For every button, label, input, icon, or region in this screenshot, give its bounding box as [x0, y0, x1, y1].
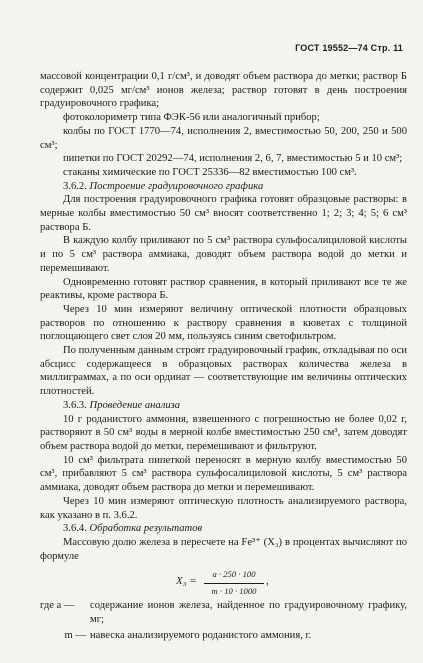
- list-item: стаканы химические по ГОСТ 25336—82 вместимостью 100 см³.: [63, 166, 357, 178]
- section-title: Обработка результатов: [89, 523, 203, 535]
- formula-numerator: a · 250 · 100: [204, 568, 264, 584]
- formula-fraction: [204, 568, 264, 598]
- legend-row: [40, 629, 407, 643]
- legend-definition: содержание ионов железа, найденное по градуировочному графику, мг;: [90, 600, 407, 626]
- legend-definition: навеска анализируемого роданистого аммония, г.: [90, 629, 312, 641]
- section-heading: [40, 522, 407, 536]
- legend-label: где a —: [40, 600, 75, 612]
- section-title: Построение градуировочного графика: [89, 180, 264, 192]
- paragraph: Одновременно готовят раствор сравнения, в который приливают все те же реактивы, кроме раствора Б.: [40, 276, 407, 302]
- section-number: 3.6.4.: [63, 523, 87, 535]
- section-title: Проведение анализа: [89, 399, 181, 411]
- paragraph: Для построения градуировочного графика готовят образцовые растворы: в мерные колбы вместимостью 50 см³ вносят соответственно 1; 2; 3; 4; 5; 6 см³ раствора Б.: [40, 194, 407, 233]
- formula: [40, 565, 407, 599]
- paragraph: Массовую долю железа в пересчете на Fe³⁺ (X₃) в процентах вычисляют по формуле: [40, 536, 407, 562]
- body-text: [40, 70, 407, 642]
- paragraph: Через 10 мин измеряют величину оптической плотности образцовых растворов по отношению к раствору сравнения в кюветах с толщиной поглощающего свет слоя 20 мм, пользуясь синим светофильтром.: [40, 303, 407, 343]
- paragraph: По полученным данным строят градуировочный график, откладывая по оси абсцисс содержащееся в образцовых растворах количества железа в миллиграммах, а по оси ординат — соответствующие им величины оптических плотностей.: [40, 345, 407, 398]
- paragraph: Через 10 мин измеряют оптическую плотность анализируемого раствора, как указано в п. 3.6.2.: [40, 495, 407, 521]
- formula-variable: X₃: [176, 575, 187, 588]
- section-number: 3.6.2.: [63, 180, 87, 192]
- paragraph: 10 см³ фильтрата пипеткой переносят в мерную колбу вместимостью 50 см³, прибавляют 5 см³ раствора сульфосалициловой кислоты, 5 см³ раствора аммиака, доводят объем раствора до метки и перемешивают.: [40, 454, 407, 494]
- formula-comma: ,: [266, 575, 269, 588]
- paragraph: В каждую колбу приливают по 5 см³ раствора сульфосалициловой кислоты и по 5 см³ раствора аммиака, доводят объем раствора водой до метки и перемешивают.: [40, 235, 407, 274]
- section-number: 3.6.3.: [63, 399, 87, 411]
- page-header: ГОСТ 19552—74 Стр. 11: [295, 43, 403, 53]
- legend-row: [40, 599, 407, 626]
- paragraph: 10 г роданистого аммония, взвешенного с погрешностью не более 0,02 г, растворяют в 50 см³ воды в мерной колбе вместимостью 250 см³, затем доводят объем раствора водой до метки, перемешивают и фильтруют.: [40, 413, 407, 452]
- list-item: фотоколориметр типа ФЭК-56 или аналогичный прибор;: [63, 112, 320, 124]
- formula-denominator: m · 10 · 1000: [211, 586, 257, 597]
- section-heading: [40, 180, 407, 194]
- list-item: колбы по ГОСТ 1770—74, исполнения 2, вместимостью 50, 200, 250 и 500 см³;: [40, 125, 407, 151]
- formula-lhs: X₃ =: [176, 575, 197, 588]
- section-heading: [40, 399, 407, 413]
- list-item: пипетки по ГОСТ 20292—74, исполнения 2, 6, 7, вместимостью 5 и 10 см³;: [63, 153, 403, 165]
- paragraph: массовой концентрации 0,1 г/см³, и доводят объем раствора до метки; раствор Б содержит 0,025 мг/см³ ионов железа; раствор готовят в день построения градуировочного графика;: [40, 71, 407, 110]
- legend-label: m —: [64, 629, 86, 641]
